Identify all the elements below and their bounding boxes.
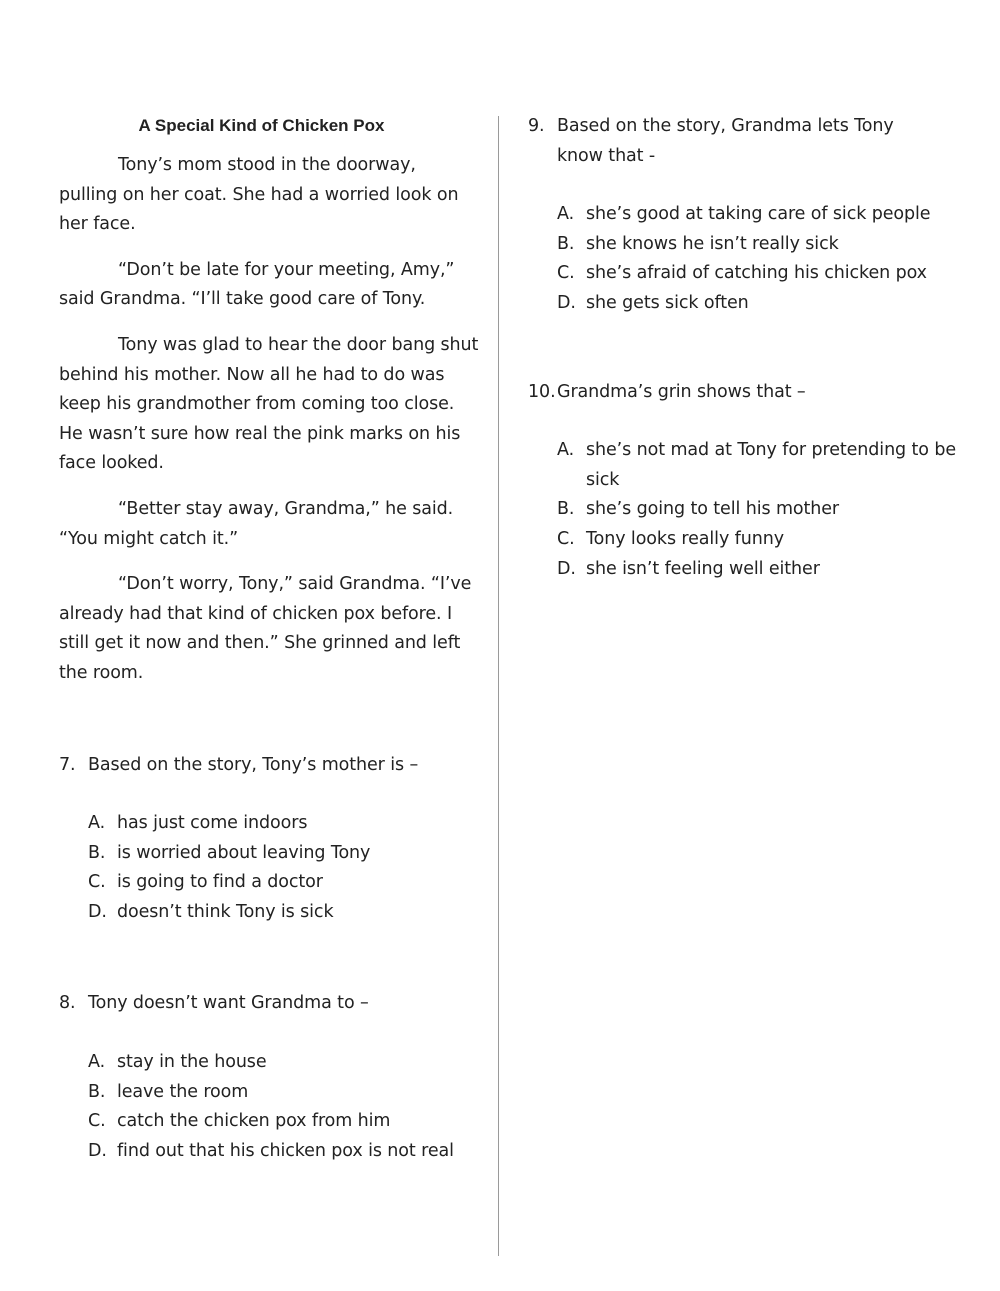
option-text: is worried about leaving Tony <box>117 842 371 863</box>
story-paragraph-1: Tony’s mom stood in the doorway, pulling on her coat. She had a worried look on her face. <box>59 155 459 235</box>
option-letter: D. <box>88 901 107 922</box>
question-8-option-b[interactable] <box>88 1078 479 1108</box>
question-9-option-c[interactable] <box>557 259 968 289</box>
option-letter: B. <box>88 1081 106 1102</box>
question-10-options <box>557 436 968 584</box>
option-letter: A. <box>88 1052 106 1073</box>
question-9-options <box>557 200 968 318</box>
left-column <box>59 112 479 1166</box>
question-10-option-b[interactable] <box>557 495 968 525</box>
question-10-option-d[interactable] <box>557 555 968 585</box>
option-text: is going to find a doctor <box>117 872 323 893</box>
question-7-option-c[interactable] <box>88 868 479 898</box>
question-9-number: 9. <box>528 116 545 136</box>
option-letter: C. <box>557 263 575 284</box>
question-10-stem: Grandma’s grin shows that – <box>557 381 806 402</box>
option-text: stay in the house <box>117 1052 267 1073</box>
option-text: she isn’t feeling well either <box>586 558 820 579</box>
option-letter: B. <box>557 499 575 520</box>
option-text: catch the chicken pox from him <box>117 1111 391 1132</box>
question-7 <box>59 751 479 928</box>
right-column <box>528 112 968 584</box>
question-10-option-c[interactable] <box>557 525 968 555</box>
story-paragraph-4: “Better stay away, Grandma,” he said. “You might catch it.” <box>59 498 454 549</box>
option-letter: A. <box>557 440 575 461</box>
question-10-number: 10. <box>528 381 556 402</box>
question-8-option-d[interactable] <box>88 1137 479 1167</box>
option-text: she’s not mad at Tony for pretending to be sick <box>586 440 957 490</box>
story-title: A Special Kind of Chicken Pox <box>138 116 385 135</box>
question-7-option-d[interactable] <box>88 898 479 928</box>
question-9-option-d[interactable] <box>557 289 968 319</box>
option-letter: C. <box>88 1111 106 1132</box>
story-paragraph-2: “Don’t be late for your meeting, Amy,” said Grandma. “I’ll take good care of Tony. <box>59 259 455 310</box>
question-9-option-b[interactable] <box>557 230 968 260</box>
question-8 <box>59 989 479 1166</box>
question-10 <box>528 378 968 585</box>
option-letter: C. <box>88 872 106 893</box>
option-letter: D. <box>557 292 576 313</box>
question-8-option-c[interactable] <box>88 1107 479 1137</box>
question-7-option-b[interactable] <box>88 839 479 869</box>
option-letter: D. <box>557 558 576 579</box>
option-letter: A. <box>557 204 575 225</box>
option-text: she’s going to tell his mother <box>586 499 840 520</box>
question-7-options <box>88 809 479 927</box>
story-paragraph-5: “Don’t worry, Tony,” said Grandma. “I’ve already had that kind of chicken pox before. I still get it now and then.” She grinned and left the room. <box>59 574 472 683</box>
option-text: she’s afraid of catching his chicken pox <box>586 263 927 284</box>
question-9-stem: Based on the story, Grandma lets Tony know that - <box>557 116 894 166</box>
option-text: Tony looks really funny <box>586 528 784 549</box>
question-8-stem: Tony doesn’t want Grandma to – <box>88 993 369 1014</box>
question-7-number: 7. <box>59 754 76 775</box>
option-text: leave the room <box>117 1081 249 1102</box>
option-text: find out that his chicken pox is not real <box>117 1140 454 1161</box>
option-text: has just come indoors <box>117 813 308 834</box>
option-text: doesn’t think Tony is sick <box>117 901 334 922</box>
question-7-option-a[interactable] <box>88 809 479 839</box>
question-10-option-a[interactable] <box>557 436 968 495</box>
option-letter: D. <box>88 1140 107 1161</box>
option-letter: B. <box>557 233 575 254</box>
question-9-option-a[interactable] <box>557 200 968 230</box>
column-divider <box>498 116 499 1256</box>
option-letter: C. <box>557 528 575 549</box>
question-7-stem: Based on the story, Tony’s mother is – <box>88 754 419 775</box>
question-8-number: 8. <box>59 993 76 1014</box>
option-letter: B. <box>88 842 106 863</box>
option-letter: A. <box>88 813 106 834</box>
option-text: she’s good at taking care of sick people <box>586 204 931 225</box>
question-9 <box>528 112 968 319</box>
option-text: she knows he isn’t really sick <box>586 233 839 254</box>
question-8-option-a[interactable] <box>88 1048 479 1078</box>
question-8-options <box>88 1048 479 1166</box>
story-paragraph-3: Tony was glad to hear the door bang shut behind his mother. Now all he had to do was keep his grandmother from coming too close. He wasn’t sure how real the pink marks on his face looked. <box>59 334 479 474</box>
option-text: she gets sick often <box>586 292 749 313</box>
